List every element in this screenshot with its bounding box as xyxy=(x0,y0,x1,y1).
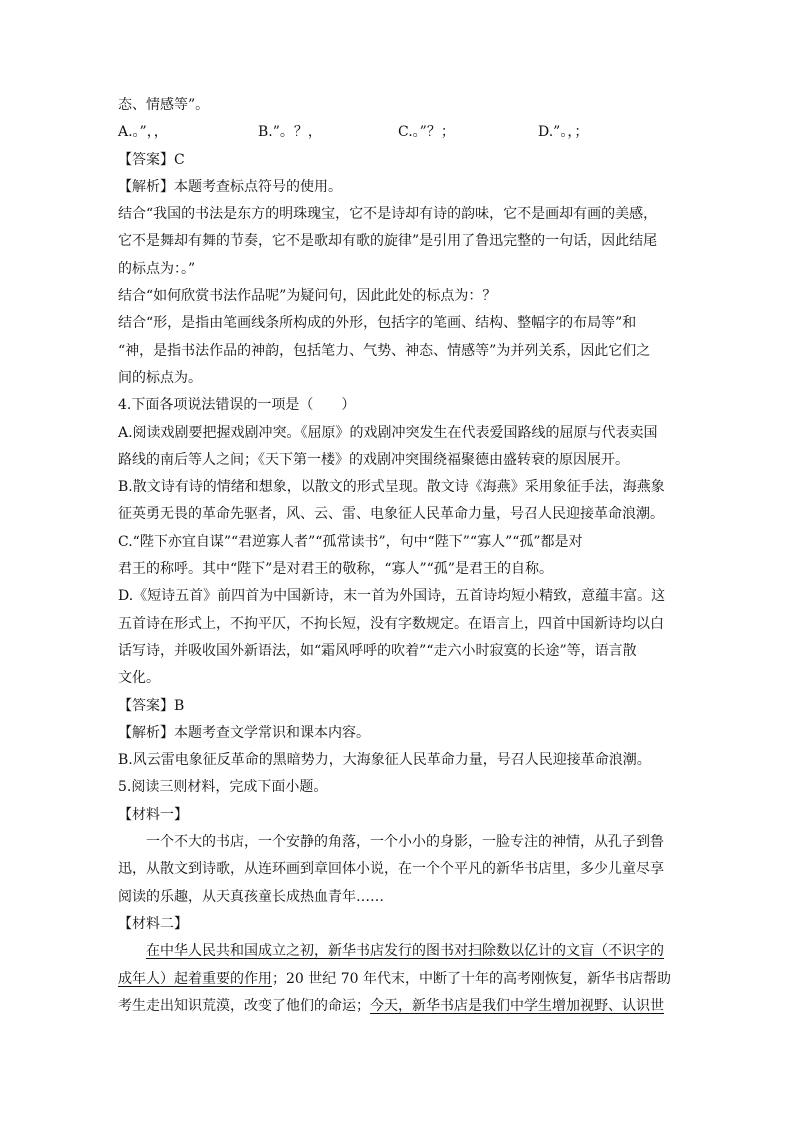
q3-option-c: C.。”？； xyxy=(398,124,455,141)
q3-analysis-line: 结合“我国的书法是东方的明珠瑰宝，它不是诗却有诗的韵味，它不是画却有画的美感， xyxy=(118,206,658,223)
material-1-line: 阅读的乐趣，从天真孩童长成热血青年…… xyxy=(118,888,384,905)
q3-analysis-line: “神，是指书法作品的神韵，包括笔力、气势、神态、情感等”为并列关系，因此它们之 xyxy=(118,342,651,359)
q4-option-line: 文化。 xyxy=(118,670,160,687)
q4-answer: 【答案】B xyxy=(118,697,185,714)
q3-answer: 【答案】C xyxy=(118,151,185,168)
underlined-text: 今天，新华书店是我们中学生增加视野、认识世 xyxy=(370,997,664,1014)
q4-option-line: B.散文诗有诗的情绪和想象，以散文的形式呈现。散文诗《海燕》采用象征手法，海燕象 xyxy=(118,479,665,496)
q3-stem-tail: 态、情感等”。 xyxy=(118,97,210,113)
q4-analysis-line: B.风云雷电象征反革命的黑暗势力，大海象征人民革命力量，号召人民迎接革命浪潮。 xyxy=(118,752,651,769)
q4-option-line: D.《短诗五首》前四首为中国新诗，末一首为外国诗，五首诗均短小精致，意蕴丰富。这 xyxy=(118,588,666,605)
q3-option-a: A.。”，， xyxy=(118,124,168,141)
q3-analysis-line: 【解析】本题考查标点符号的使用。 xyxy=(118,178,342,195)
q4-option-line: C.“陛下亦宜自谋”“君逆寡人者”“孤常读书”，句中“陛下”“寡人”“孤”都是对 xyxy=(118,533,583,550)
q4-option-line: 路线的南后等人之间；《天下第一楼》的戏剧冲突围绕福聚德由盛转衰的原因展开。 xyxy=(118,451,629,468)
material-1-line: 迅，从散文到诗歌，从连环画到章回体小说，在一个个平凡的新华书店里，多少儿童尽享 xyxy=(118,861,664,878)
material-1-line: 一个不大的书店，一个安静的角落，一个小小的身影，一脸专注的神情，从孔子到鲁 xyxy=(146,834,664,851)
document-page xyxy=(118,92,678,1020)
q3-analysis-line: 间的标点为。 xyxy=(118,369,202,386)
q4-analysis-line: 【解析】本题考查文学常识和课本内容。 xyxy=(118,724,370,741)
material-2-title: 【材料二】 xyxy=(118,915,188,932)
q3-options xyxy=(118,119,678,146)
plain-text: ；20 世纪 70 年代末，中断了十年的高考刚恢复，新华书店帮助 xyxy=(272,970,671,987)
q4-option-line: A.阅读戏剧要把握戏剧冲突。《屈原》的戏剧冲突发生在代表爱国路线的屈原与代表卖国 xyxy=(118,424,658,441)
material-2-line xyxy=(118,966,678,993)
material-2-line xyxy=(118,938,678,965)
material-2-line xyxy=(118,993,678,1020)
q3-option-d: D.”。，； xyxy=(538,124,589,141)
q3-analysis-line: 结合“如何欣赏书法作品呢”为疑问句，因此此处的标点为：？ xyxy=(118,288,497,305)
plain-text: 考生走出知识荒漠，改变了他们的命运； xyxy=(118,997,370,1014)
q4-option-line: 话写诗，并吸收国外新语法，如“霜风呼呼的吹着”“走六小时寂寞的长途”等，语言散 xyxy=(118,642,637,659)
material-1-title: 【材料一】 xyxy=(118,806,188,823)
q5-stem: 5.阅读三则材料，完成下面小题。 xyxy=(118,779,328,796)
underlined-text: 成年人）起着重要的作用 xyxy=(118,970,272,987)
q3-analysis-line: 的标点为：。” xyxy=(118,260,196,277)
q3-option-b: B.”。？， xyxy=(258,124,322,141)
q4-option-line: 征英勇无畏的革命先驱者，风、云、雷、电象征人民革命力量，号召人民迎接革命浪潮。 xyxy=(118,506,664,523)
q3-analysis-line: 结合“形，是指由笔画线条所构成的外形，包括字的笔画、结构、整幅字的布局等”和 xyxy=(118,315,637,332)
q4-option-line: 五首诗在形式上，不拘平仄，不拘长短，没有字数规定。在语言上，四首中国新诗均以白 xyxy=(118,615,664,632)
q4-stem: 4.下面各项说法错误的一项是（ ） xyxy=(118,397,356,414)
q3-analysis-line: 它不是舞却有舞的节奏，它不是歌却有歌的旋律”是引用了鲁迅完整的一句话，因此结尾 xyxy=(118,233,658,250)
q4-option-line: 君王的称呼。其中“陛下”是对君王的敬称，“寡人”“孤”是君王的自称。 xyxy=(118,561,553,578)
underlined-text: 在中华人民共和国成立之初，新华书店发行的图书对扫除数以亿计的文盲（不识字的 xyxy=(146,943,664,960)
